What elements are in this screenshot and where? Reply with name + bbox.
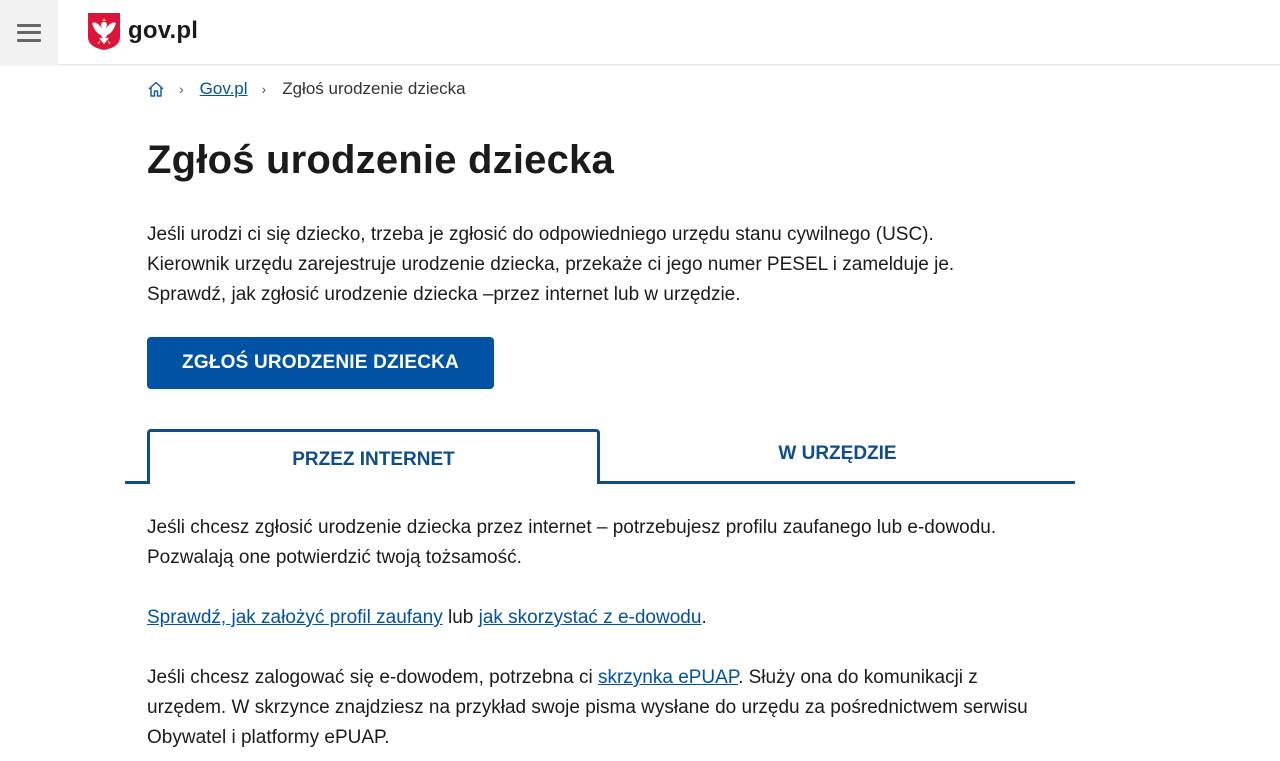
tab-w-urzedzie[interactable]: W URZĘDZIE [778,442,897,464]
intro-line: Sprawdź, jak zgłosić urodzenie dziecka –przez internet lub w urzędzie. [147,284,741,305]
breadcrumb [147,77,466,101]
page-title: Zgłoś urodzenie dziecka [147,138,614,182]
intro-text [147,220,1047,310]
logo-text: gov.pl [128,17,199,44]
top-header [0,0,1280,65]
chevron-right-icon: › [179,81,184,97]
intro-line: Kierownik urzędu zarejestruje urodzenie dziecka, przekaże ci jego numer PESEL i zamelduje je. [147,254,955,275]
content-paragraph-2: Sprawdź, jak założyć profil zaufany lub jak skorzystać z e-dowodu. [147,607,707,628]
breadcrumb-link-gov-pl[interactable]: Gov.pl [199,79,248,98]
link-profil-zaufany[interactable]: Sprawdź, jak założyć profil zaufany [147,607,443,628]
tab-content [147,513,1047,761]
tab-przez-internet[interactable]: PRZEZ INTERNET [147,429,600,484]
tabs [125,429,1075,484]
home-icon[interactable] [147,80,165,98]
intro-line: Jeśli urodzi ci się dziecko, trzeba je zgłosić do odpowiedniego urzędu stanu cywilnego (USC). [147,224,934,245]
link-skrzynka-epuap[interactable]: skrzynka ePUAP [597,667,739,688]
menu-button[interactable] [0,0,58,65]
tab-baseline-left [125,481,149,484]
gov-pl-logo-link[interactable] [86,10,198,52]
link-e-dowod[interactable]: jak skorzystać z e-dowodu [478,607,702,628]
polish-eagle-emblem-icon [86,11,122,51]
content-paragraph-1: Jeśli chcesz zgłosić urodzenie dziecka przez internet – potrzebujesz profilu zaufanego lub e-dowodu. Pozwalają one potwierdzić twoją tożsamość. [147,517,997,568]
hamburger-menu-icon [17,24,41,42]
content-paragraph-3: Jeśli chcesz zalogować się e-dowodem, potrzebna ci skrzynka ePUAP. Służy ona do komunikacji z urzędem. W skrzynce znajdziesz na przykład swoje pisma wysłane do urzędu za pośrednictwem serwisu Obywatel i platformy ePUAP. [147,667,1028,748]
breadcrumb-current: Zgłoś urodzenie dziecka [282,79,466,98]
report-birth-button[interactable]: ZGŁOŚ URODZENIE DZIECKA [147,337,494,389]
chevron-right-icon: › [261,81,267,97]
